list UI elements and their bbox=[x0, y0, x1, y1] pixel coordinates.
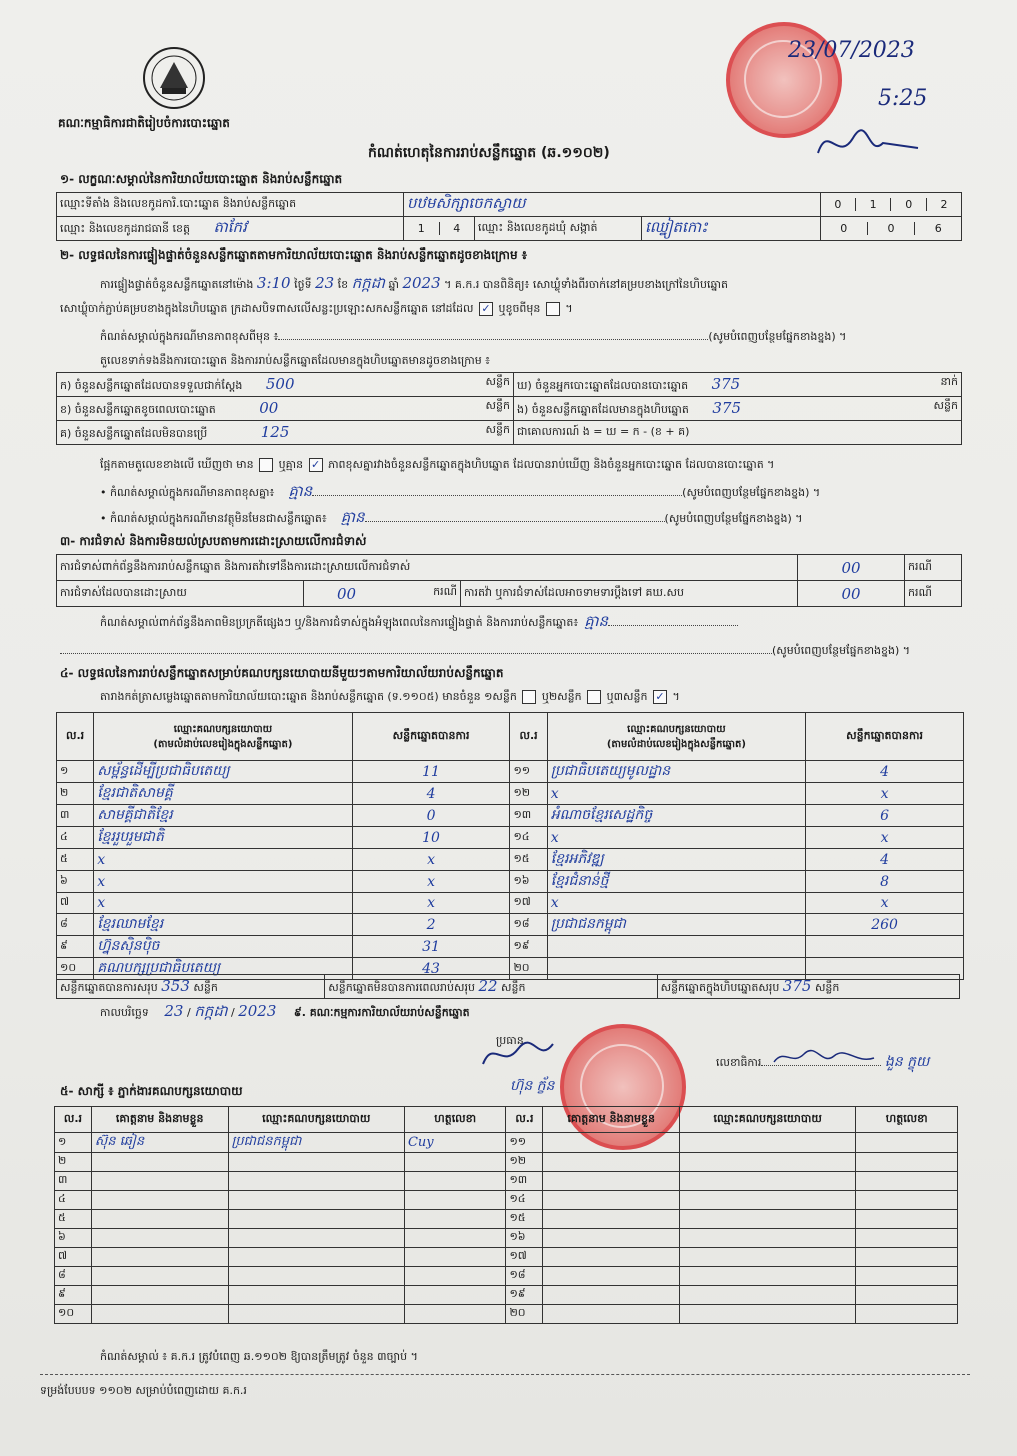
witness-signature bbox=[404, 1191, 506, 1210]
stamp-time: 5:25 bbox=[878, 86, 928, 111]
diff-yes-checkbox[interactable] bbox=[259, 458, 273, 472]
party-name: ខ្មែរឈាមខ្មែរ bbox=[94, 914, 352, 936]
witness-name: ស៊ុន ឆៀន bbox=[91, 1133, 228, 1153]
row-no: ៥ bbox=[57, 849, 94, 871]
witness-signature bbox=[856, 1267, 958, 1286]
row-no: ១៦ bbox=[506, 1229, 543, 1248]
witness-signature bbox=[856, 1172, 958, 1191]
row-no: ៨ bbox=[55, 1267, 92, 1286]
col-party-right: ឈ្មោះគណបក្សនយោបាយ (តាមលំដាប់លេខរៀងក្នុងសន្លឹកឆ្នោត) bbox=[547, 713, 805, 761]
witness-party bbox=[228, 1153, 404, 1172]
vote-count: x bbox=[806, 827, 964, 849]
witness-col-name-left: គោត្តនាម និងនាមខ្លួន bbox=[91, 1107, 228, 1133]
seal-broken-checkbox[interactable] bbox=[546, 302, 560, 316]
vote-count: 4 bbox=[806, 849, 964, 871]
witness-name bbox=[543, 1305, 680, 1324]
row-no: ១២ bbox=[506, 1153, 543, 1172]
attach-line: តារាងកត់ត្រាសម្លេងឆ្នោតតាមការិយាល័យបោះឆ្នោត និងរាប់សន្លឹកឆ្នោត (ទ.១១០៥) មានចំនួន ១សន្លឹក ឬ២សន្លឹក ឬ៣សន្លឹក ✓ ។ bbox=[100, 690, 680, 703]
figure-c: គ) ចំនួនសន្លឹកឆ្នោតដែលមិនបានប្រើ 125 សន្លឹក bbox=[57, 421, 514, 445]
table-row bbox=[55, 1248, 958, 1267]
commune-code: 0 0 6 bbox=[821, 217, 962, 241]
appeal-value: 00 bbox=[798, 581, 905, 607]
row-no: ២ bbox=[55, 1153, 92, 1172]
witness-col-party-left: ឈ្មោះគណបក្សនយោបាយ bbox=[228, 1107, 404, 1133]
col-votes-right: សន្លឹកឆ្នោតបានការ bbox=[806, 713, 964, 761]
other-note: • កំណត់សម្គាល់ក្នុងករណីមានវត្ថុមិនមែនជាសន្លឹកឆ្នោត៖ គ្មាន (សូមបំពេញបន្ថែមផ្នែកខាងខ្នង) ។ bbox=[100, 508, 803, 526]
location-code: 0 1 0 2 bbox=[821, 193, 962, 217]
vote-count: x bbox=[352, 871, 510, 893]
witness-name bbox=[543, 1229, 680, 1248]
witness-name bbox=[543, 1191, 680, 1210]
vote-count: 0 bbox=[352, 805, 510, 827]
row-no: ៤ bbox=[57, 827, 94, 849]
location-label: ឈ្មោះទីតាំង និងលេខកូដការិ.បោះឆ្នោត និងរាប់សន្លឹកឆ្នោត bbox=[57, 193, 404, 217]
party-name: ខ្មែររួបរួមជាតិ bbox=[94, 827, 352, 849]
witness-name bbox=[91, 1191, 228, 1210]
vote-count: x bbox=[806, 893, 964, 914]
section1-heading: ១- លក្ខណៈសម្គាល់នៃការិយាល័យបោះឆ្នោត និងរាប់សន្លឹកឆ្នោត bbox=[60, 172, 343, 186]
row-no: ១៤ bbox=[506, 1191, 543, 1210]
witness-party bbox=[228, 1248, 404, 1267]
table-row bbox=[57, 805, 964, 827]
province-code: 1 4 bbox=[404, 217, 475, 241]
vote-count: x bbox=[352, 849, 510, 871]
row-no: ១០ bbox=[55, 1305, 92, 1324]
figure-e: ង) ចំនួនសន្លឹកឆ្នោតដែលមានក្នុងហិបឆ្នោត 375 សន្លឹក bbox=[514, 397, 962, 421]
party-name: x bbox=[94, 849, 352, 871]
witness-signature: Cuy bbox=[404, 1133, 506, 1153]
total-invalid: សន្លឹកឆ្នោតមិនបានការពេលរាប់សរុប 22 សន្លឹក bbox=[325, 975, 657, 999]
witness-signature bbox=[404, 1267, 506, 1286]
witness-party bbox=[679, 1286, 855, 1305]
witness-signature bbox=[404, 1153, 506, 1172]
table-row bbox=[55, 1267, 958, 1286]
witness-name bbox=[543, 1248, 680, 1267]
party-name: x bbox=[94, 893, 352, 914]
row-no: ២ bbox=[57, 783, 94, 805]
witness-name bbox=[91, 1229, 228, 1248]
party-name: គណបក្សប្រជាធិបតេយ្យ bbox=[94, 958, 352, 980]
vote-count: 260 bbox=[806, 914, 964, 936]
row-no: ១៩ bbox=[506, 1286, 543, 1305]
row-no: ១៤ bbox=[510, 827, 547, 849]
objection-value: 00 bbox=[798, 555, 905, 581]
witness-party bbox=[679, 1172, 855, 1191]
figure-a: ក) ចំនួនសន្លឹកឆ្នោតដែលបានទទួលជាក់ស្តែង 500 សន្លឹក bbox=[57, 373, 514, 397]
witness-party bbox=[679, 1305, 855, 1324]
totals-table bbox=[56, 974, 960, 999]
row-no: ១១ bbox=[506, 1133, 543, 1153]
witness-signature bbox=[856, 1305, 958, 1324]
figure-b: ខ) ចំនួនសន្លឹកឆ្នោតខូចពេលបោះឆ្នោត 00 សន្លឹក bbox=[57, 397, 514, 421]
row-no: ១៦ bbox=[510, 871, 547, 893]
row-no: ១៣ bbox=[506, 1172, 543, 1191]
commune-label: ឈ្មោះ និងលេខកូដឃុំ សង្កាត់ bbox=[475, 217, 642, 241]
table-row bbox=[57, 761, 964, 783]
witness-signature bbox=[404, 1210, 506, 1229]
witness-name bbox=[543, 1210, 680, 1229]
witness-col-no-left: ល.រ bbox=[55, 1107, 92, 1133]
witness-name bbox=[543, 1267, 680, 1286]
row-no: ២០ bbox=[510, 958, 547, 980]
party-name: ហ្វ៊ុនស៊ិនប៉ិច bbox=[94, 936, 352, 958]
date-line: កាលបរិច្ឆេទ 23 / កក្កដា / 2023 ៩. គណៈកម្មការការិយាល័យរាប់សន្លឹកឆ្នោត bbox=[100, 1002, 470, 1020]
witness-signature bbox=[856, 1153, 958, 1172]
note-line: កំណត់សម្គាល់ក្នុងករណីមានភាពខុសពីមុន ៖ (សូមបំពេញបន្ថែមផ្នែកខាងខ្នង) ។ bbox=[100, 330, 847, 343]
row-no: ១៨ bbox=[506, 1267, 543, 1286]
seal-line: សោឃ្លុំចាក់ភ្ជាប់គម្របខាងក្នុងនៃហិបឆ្នោត ក្រដាសបិទពាសលើសន្លះប្រឡោះសកសន្លឹកឆ្នោត នៅដដែល ✓ ឬខូចពីមុន ។ bbox=[60, 302, 573, 315]
row-no: ៩ bbox=[57, 936, 94, 958]
witness-name bbox=[91, 1305, 228, 1324]
witness-party: ប្រជាជនកម្ពុជា bbox=[228, 1133, 404, 1153]
witness-party bbox=[228, 1191, 404, 1210]
table-row bbox=[55, 1172, 958, 1191]
appeal-label: ការតវ៉ា ឬការជំទាស់ដែលអាចទាមទារប្ដឹងទៅ គឃ.សប bbox=[461, 581, 798, 607]
section3-heading: ៣- ការជំទាស់ និងការមិនយល់ស្របតាមការដោះស្រាយលើការជំទាស់ bbox=[60, 534, 367, 548]
diff-note: • កំណត់សម្គាល់ក្នុងករណីមានភាពខុសគ្នា៖ គ្មាន (សូមបំពេញបន្ថែមផ្នែកខាងខ្នង) ។ bbox=[100, 482, 821, 500]
row-no: ៨ bbox=[57, 914, 94, 936]
row-no: ១ bbox=[57, 761, 94, 783]
table-row bbox=[55, 1229, 958, 1248]
formula: ជាគោលការណ៍ ង = ឃ = ក - (ខ + គ) bbox=[514, 421, 962, 445]
vote-count bbox=[806, 936, 964, 958]
witness-col-sign-right: ហត្ថលេខា bbox=[856, 1107, 958, 1133]
witness-party bbox=[228, 1172, 404, 1191]
witness-party bbox=[228, 1305, 404, 1324]
witness-signature bbox=[856, 1248, 958, 1267]
row-no: ២០ bbox=[506, 1305, 543, 1324]
figures-table bbox=[56, 372, 962, 445]
col-votes-left: សន្លឹកឆ្នោតបានការ bbox=[352, 713, 510, 761]
row-no: ៤ bbox=[55, 1191, 92, 1210]
section3-hint: (សូមបំពេញបន្ថែមផ្នែកខាងខ្នង) ។ bbox=[60, 642, 910, 658]
table-row bbox=[55, 1133, 958, 1153]
party-name bbox=[547, 936, 805, 958]
witness-party bbox=[679, 1248, 855, 1267]
committee-name: គណៈកម្មាធិការជាតិរៀបចំការបោះឆ្នោត bbox=[58, 116, 230, 130]
row-no: ១៨ bbox=[510, 914, 547, 936]
table-row bbox=[57, 849, 964, 871]
row-no: ១០ bbox=[57, 958, 94, 980]
resolved-label: ការជំទាស់ដែលបានដោះស្រាយ bbox=[57, 581, 304, 607]
total-box: សន្លឹកឆ្នោតក្នុងហិបឆ្នោតសរុប 375 សន្លឹក bbox=[657, 975, 959, 999]
row-no: ១៧ bbox=[506, 1248, 543, 1267]
witness-name bbox=[91, 1248, 228, 1267]
witness-name bbox=[543, 1286, 680, 1305]
party-name: ប្រជាជនកម្ពុជា bbox=[547, 914, 805, 936]
witness-signature bbox=[856, 1133, 958, 1153]
table-row bbox=[57, 893, 964, 914]
table-row bbox=[55, 1153, 958, 1172]
party-name: ខ្មែរអភិវឌ្ឍ bbox=[547, 849, 805, 871]
objection-unit: ករណី bbox=[905, 555, 962, 581]
table-row bbox=[57, 827, 964, 849]
objection-label: ការជំទាស់ពាក់ព័ន្ធនឹងការរាប់សន្លឹកឆ្នោត និងការតវ៉ាទៅនឹងការដោះស្រាយលើការជំទាស់ bbox=[57, 555, 798, 581]
row-no: ១១ bbox=[510, 761, 547, 783]
col-party-left: ឈ្មោះគណបក្សនយោបាយ (តាមលំដាប់លេខរៀងក្នុងសន្លឹកឆ្នោត) bbox=[94, 713, 352, 761]
party-name: ប្រជាធិបតេយ្យមូលដ្ឋាន bbox=[547, 761, 805, 783]
witness-name bbox=[91, 1267, 228, 1286]
witness-name bbox=[91, 1286, 228, 1305]
appeal-unit: ករណី bbox=[905, 581, 962, 607]
party-name: សាមគ្គីជាតិខ្មែរ bbox=[94, 805, 352, 827]
vote-count: 6 bbox=[806, 805, 964, 827]
chair-signature-icon bbox=[478, 1034, 558, 1074]
footer-note: ទម្រង់បែបបទ ១១០២ សម្រាប់បំពេញដោយ គ.ក.រ bbox=[40, 1384, 247, 1397]
vote-count: 2 bbox=[352, 914, 510, 936]
table-row bbox=[55, 1286, 958, 1305]
witness-signature bbox=[404, 1229, 506, 1248]
seal-same-checkbox[interactable]: ✓ bbox=[479, 302, 493, 316]
chair-name: ហ៊ុន ក្ខ័ន bbox=[510, 1078, 555, 1094]
witness-name bbox=[543, 1153, 680, 1172]
secretary-line: លេខាធិការ ងួន ក្ខុយ bbox=[716, 1054, 930, 1070]
results-table bbox=[56, 712, 964, 980]
witness-col-sign-left: ហត្ថលេខា bbox=[404, 1107, 506, 1133]
party-name: x bbox=[547, 827, 805, 849]
witness-party bbox=[679, 1210, 855, 1229]
col-no-right: ល.រ bbox=[510, 713, 547, 761]
section2-heading: ២- លទ្ធផលនៃការផ្ទៀងផ្ទាត់ចំនួនសន្លឹកឆ្នោតតាមការិយាល័យបោះឆ្នោត និងរាប់សន្លឹកឆ្នោតដូចខាងក្រោម ៖ bbox=[60, 248, 528, 262]
witness-signature bbox=[404, 1286, 506, 1305]
row-no: ១៥ bbox=[510, 849, 547, 871]
witness-name bbox=[91, 1153, 228, 1172]
row-no: ១៥ bbox=[506, 1210, 543, 1229]
row-no: ១ bbox=[55, 1133, 92, 1153]
row-no: ១៩ bbox=[510, 936, 547, 958]
vote-count: x bbox=[806, 783, 964, 805]
total-valid: សន្លឹកឆ្នោតបានការសរុប 353 សន្លឹក bbox=[57, 975, 325, 999]
row-no: ៥ bbox=[55, 1210, 92, 1229]
party-name: x bbox=[547, 783, 805, 805]
witness-name bbox=[91, 1172, 228, 1191]
party-name: ខ្មែរជំនាន់ថ្មី bbox=[547, 871, 805, 893]
row-no: ៣ bbox=[55, 1172, 92, 1191]
party-name: ខ្មែរជាតិសាមគ្គី bbox=[94, 783, 352, 805]
row-no: ៩ bbox=[55, 1286, 92, 1305]
table-row bbox=[57, 783, 964, 805]
party-name: x bbox=[547, 893, 805, 914]
witness-col-party-right: ឈ្មោះគណបក្សនយោបាយ bbox=[679, 1107, 855, 1133]
vote-count: 11 bbox=[352, 761, 510, 783]
row-no: ១២ bbox=[510, 783, 547, 805]
vote-count: x bbox=[352, 893, 510, 914]
witness-signature bbox=[856, 1286, 958, 1305]
chair-label: ប្រធាន bbox=[496, 1034, 524, 1047]
row-no: ១៣ bbox=[510, 805, 547, 827]
attach-one-checkbox[interactable] bbox=[522, 690, 536, 704]
form-title: កំណត់ហេតុនៃការរាប់សន្លឹកឆ្នោត (ឆ.១១០២) bbox=[368, 145, 610, 161]
witness-col-no-right: ល.រ bbox=[506, 1107, 543, 1133]
vote-count: 10 bbox=[352, 827, 510, 849]
witness-table bbox=[54, 1106, 958, 1324]
witness-signature bbox=[856, 1191, 958, 1210]
section5-note: កំណត់សម្គាល់ ៖ គ.ក.រ ត្រូវបំពេញ ឆ.១១០២ ឱ្យបានត្រឹមត្រូវ ចំនួន ៣ច្បាប់ ។ bbox=[100, 1350, 418, 1363]
vote-count: 4 bbox=[352, 783, 510, 805]
footer-divider bbox=[40, 1374, 970, 1375]
resolved-value: 00 ករណី bbox=[304, 581, 461, 607]
attach-three-checkbox[interactable]: ✓ bbox=[653, 690, 667, 704]
col-no-left: ល.រ bbox=[57, 713, 94, 761]
section1-table bbox=[56, 192, 962, 241]
compare-line: ផ្អែកតាមតួលេខខាងលើ ឃើញថា មាន ឬគ្មាន ✓ ភាពខុសគ្នារវាងចំនួនសន្លឹកឆ្នោតក្នុងហិបឆ្នោត ដែលបានរាប់ឃើញ និងចំនួនអ្នកបោះឆ្នោត ដែលបានបោះឆ្នោត ។ bbox=[100, 458, 775, 471]
witness-signature bbox=[404, 1248, 506, 1267]
table-row bbox=[57, 936, 964, 958]
witness-signature bbox=[404, 1172, 506, 1191]
stamp-date: 23/07/2023 bbox=[788, 38, 915, 63]
witness-party bbox=[679, 1133, 855, 1153]
commune-value: ឈ្នៀតកោះ bbox=[642, 217, 821, 241]
vote-count: 31 bbox=[352, 936, 510, 958]
table-row bbox=[55, 1191, 958, 1210]
witness-party bbox=[679, 1153, 855, 1172]
diff-no-checkbox[interactable]: ✓ bbox=[309, 458, 323, 472]
witness-signature bbox=[856, 1229, 958, 1248]
row-no: ១៧ bbox=[510, 893, 547, 914]
vote-count: 8 bbox=[806, 871, 964, 893]
witness-party bbox=[679, 1191, 855, 1210]
section5-heading: ៥- សាក្សី ៖ ភ្នាក់ងារគណបក្សនយោបាយ bbox=[60, 1084, 243, 1098]
party-name: សម្ព័ន្ធដើម្បីប្រជាធិបតេយ្យ bbox=[94, 761, 352, 783]
province-label: ឈ្មោះ និងលេខកូដរាជធានី ខេត្ត តាកែវ bbox=[57, 217, 404, 241]
table-row bbox=[57, 871, 964, 893]
verify-line: ការផ្ទៀងផ្ទាត់ចំនួនសន្លឹកឆ្នោតនៅម៉ោង 3:10 ថ្ងៃទី 23 ខែ កក្កដា ឆ្នាំ 2023 ។ គ.ក.រ បានពិនិត្យ៖ សោឃ្លុំទាំងពីរចាក់នៅគម្របខាងក្រៅនៃហិបឆ្នោត bbox=[100, 274, 728, 292]
attach-two-checkbox[interactable] bbox=[587, 690, 601, 704]
nec-logo-icon bbox=[140, 44, 208, 112]
party-name: អំណាចខ្មែរសេដ្ឋកិច្ច bbox=[547, 805, 805, 827]
figure-d: ឃ) ចំនួនអ្នកបោះឆ្នោតដែលបានបោះឆ្នោត 375 នាក់ bbox=[514, 373, 962, 397]
vote-count: 43 bbox=[352, 958, 510, 980]
row-no: ៣ bbox=[57, 805, 94, 827]
table-row bbox=[55, 1305, 958, 1324]
row-no: ៦ bbox=[55, 1229, 92, 1248]
party-name: x bbox=[94, 871, 352, 893]
witness-name bbox=[543, 1133, 680, 1153]
row-no: ៧ bbox=[55, 1248, 92, 1267]
witness-party bbox=[228, 1210, 404, 1229]
section3-note: កំណត់សម្គាល់ពាក់ព័ន្ធនឹងភាពមិនប្រក្រតីផ្សេងៗ ឬ/និងការជំទាស់ក្នុងអំឡុងពេលនៃការផ្ទៀងផ្ទាត់ និងការរាប់សន្លឹកឆ្នោត៖ គ្មាន bbox=[100, 614, 738, 630]
section4-heading: ៤- លទ្ធផលនៃការរាប់សន្លឹកឆ្នោតសម្រាប់គណបក្សនយោបាយនីមួយៗតាមការិយាល័យរាប់សន្លឹកឆ្នោត bbox=[60, 666, 504, 680]
witness-party bbox=[228, 1229, 404, 1248]
figures-intro: តួលេខទាក់ទងនឹងការបោះឆ្នោត និងការរាប់សន្លឹកឆ្នោតដែលមានក្នុងហិបឆ្នោតមានដូចខាងក្រោម ៖ bbox=[100, 354, 491, 367]
objection-table bbox=[56, 554, 962, 607]
secretary-signature-icon bbox=[770, 1044, 880, 1072]
row-no: ៧ bbox=[57, 893, 94, 914]
witness-party bbox=[679, 1229, 855, 1248]
witness-name bbox=[543, 1172, 680, 1191]
witness-signature bbox=[856, 1210, 958, 1229]
witness-party bbox=[679, 1267, 855, 1286]
row-no: ៦ bbox=[57, 871, 94, 893]
vote-count: 4 bbox=[806, 761, 964, 783]
table-row bbox=[55, 1210, 958, 1229]
witness-name bbox=[91, 1210, 228, 1229]
witness-col-name-right: គោត្តនាម និងនាមខ្លួន bbox=[543, 1107, 680, 1133]
location-value: បឋមសិក្សាចេកស្វាយ bbox=[404, 193, 821, 217]
table-row bbox=[57, 914, 964, 936]
witness-party bbox=[228, 1267, 404, 1286]
witness-party bbox=[228, 1286, 404, 1305]
witness-signature bbox=[404, 1305, 506, 1324]
signature-top-icon bbox=[808, 118, 928, 168]
